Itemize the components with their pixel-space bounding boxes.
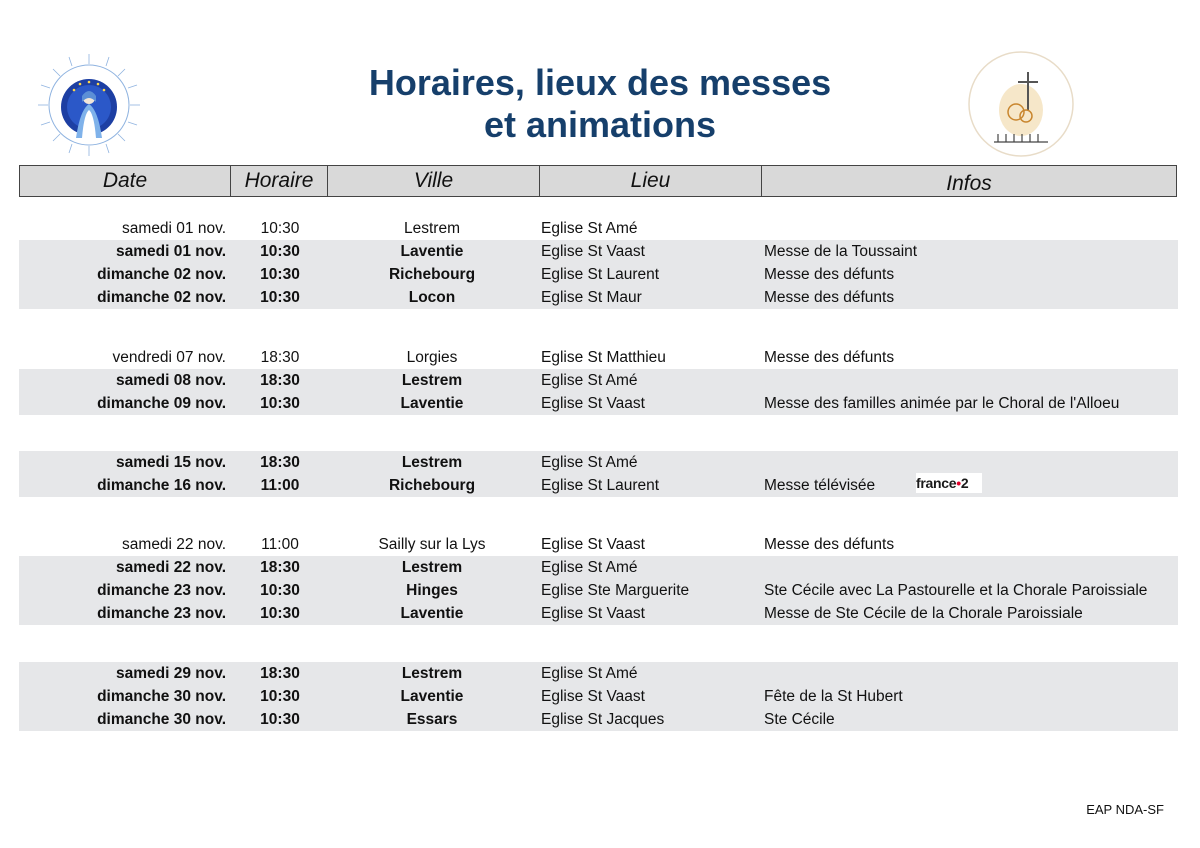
row-ville: Essars xyxy=(406,711,458,728)
table-row xyxy=(19,579,1178,602)
row-info: Fête de la St Hubert xyxy=(764,688,903,705)
row-ville: Lorgies xyxy=(406,349,458,366)
table-row xyxy=(19,533,1178,556)
row-ville: Richebourg xyxy=(388,266,476,283)
table-row xyxy=(19,662,1178,685)
row-date: samedi 15 nov. xyxy=(116,454,226,471)
row-date: samedi 22 nov. xyxy=(122,536,226,553)
row-date: dimanche 02 nov. xyxy=(97,289,226,306)
row-info: Ste Cécile avec La Pastourelle et la Chorale Paroissiale xyxy=(764,582,1148,599)
page-title xyxy=(300,62,900,146)
header-ville: Ville xyxy=(328,166,540,196)
table-row xyxy=(19,474,1178,497)
row-info: Messe des défunts xyxy=(764,536,895,553)
row-info xyxy=(764,217,1174,240)
row-ville: Lestrem xyxy=(401,454,463,471)
row-ville: Richebourg xyxy=(388,477,476,494)
row-date: dimanche 30 nov. xyxy=(97,711,226,728)
header-date: Date xyxy=(20,166,231,196)
row-ville: Hinges xyxy=(406,582,458,599)
row-info: Messe des défunts xyxy=(764,289,895,306)
row-lieu: Eglise St Vaast xyxy=(541,536,645,553)
table-row xyxy=(19,263,1178,286)
row-info: Messe des familles animée par le Choral de l'Alloeu xyxy=(764,395,1120,412)
row-time: 11:00 xyxy=(261,536,299,553)
row-ville: Sailly sur la Lys xyxy=(378,536,486,553)
row-ville: Laventie xyxy=(400,243,464,260)
row-info: Messe de Ste Cécile de la Chorale Paroissiale xyxy=(764,605,1083,622)
france2-logo-number: 2 xyxy=(960,475,969,491)
table-row xyxy=(19,286,1178,309)
row-ville: Lestrem xyxy=(401,665,463,682)
row-ville: Lestrem xyxy=(401,372,463,389)
row-date: samedi 01 nov. xyxy=(122,220,226,237)
row-time: 11:00 xyxy=(260,477,300,494)
table-row xyxy=(19,217,1178,240)
row-lieu: Eglise St Matthieu xyxy=(541,349,666,366)
row-info xyxy=(764,662,1174,685)
table-row xyxy=(19,556,1178,579)
row-lieu: Eglise St Vaast xyxy=(541,395,645,412)
table-row xyxy=(19,392,1178,415)
title-line-1: Horaires, lieux des messes xyxy=(368,62,832,103)
row-lieu: Eglise St Laurent xyxy=(541,266,660,283)
row-time: 18:30 xyxy=(260,665,300,682)
row-time: 10:30 xyxy=(260,711,300,728)
france2-logo-dot: • xyxy=(956,475,961,491)
row-date: dimanche 16 nov. xyxy=(97,477,226,494)
row-info: Messe des défunts xyxy=(764,349,895,366)
header-horaire: Horaire xyxy=(231,166,328,196)
row-info xyxy=(764,369,1174,392)
table-row xyxy=(19,240,1178,263)
row-time: 10:30 xyxy=(260,395,300,412)
row-ville: Laventie xyxy=(400,688,464,705)
row-time: 10:30 xyxy=(260,582,300,599)
france2-logo-name: france xyxy=(916,475,957,491)
table-row xyxy=(19,685,1178,708)
row-lieu: Eglise St Amé xyxy=(541,454,638,471)
footer-label: EAP NDA-SF xyxy=(1086,802,1164,817)
row-lieu: Eglise St Maur xyxy=(541,289,642,306)
row-lieu: Eglise St Amé xyxy=(541,220,638,237)
row-ville: Locon xyxy=(408,289,456,306)
table-row xyxy=(19,369,1178,392)
table-row xyxy=(19,451,1178,474)
row-date: dimanche 09 nov. xyxy=(97,395,226,412)
row-lieu: Eglise St Vaast xyxy=(541,243,645,260)
row-lieu: Eglise St Vaast xyxy=(541,688,645,705)
row-date: samedi 01 nov. xyxy=(116,243,226,260)
row-lieu: Eglise Ste Marguerite xyxy=(541,582,690,599)
row-date: dimanche 30 nov. xyxy=(97,688,226,705)
row-time: 18:30 xyxy=(260,454,300,471)
france2-logo xyxy=(916,473,982,493)
row-info xyxy=(764,556,1174,579)
row-time: 10:30 xyxy=(260,688,300,705)
row-lieu: Eglise St Amé xyxy=(541,559,638,576)
row-date: dimanche 23 nov. xyxy=(97,605,226,622)
row-lieu: Eglise St Laurent xyxy=(541,477,660,494)
header-lieu: Lieu xyxy=(540,166,762,196)
table-header xyxy=(19,165,1177,197)
row-info: Messe des défunts xyxy=(764,266,895,283)
row-lieu: Eglise St Amé xyxy=(541,665,638,682)
row-lieu: Eglise St Amé xyxy=(541,372,638,389)
row-ville: Lestrem xyxy=(404,220,460,237)
row-time: 10:30 xyxy=(260,289,300,306)
paroisse-sainte-famille-logo xyxy=(966,50,1076,158)
table-row xyxy=(19,602,1178,625)
row-date: dimanche 23 nov. xyxy=(97,582,226,599)
row-info: Ste Cécile xyxy=(764,711,835,728)
row-time: 10:30 xyxy=(260,243,300,260)
header-infos: Infos xyxy=(946,172,992,195)
row-ville: Laventie xyxy=(400,605,464,622)
row-time: 18:30 xyxy=(260,559,300,576)
row-time: 10:30 xyxy=(260,220,300,237)
row-time: 10:30 xyxy=(260,266,300,283)
table-row xyxy=(19,708,1178,731)
row-info xyxy=(764,451,1174,474)
row-date: samedi 08 nov. xyxy=(116,372,226,389)
row-ville: Lestrem xyxy=(401,559,463,576)
table-row xyxy=(19,346,1178,369)
row-date: dimanche 02 nov. xyxy=(97,266,226,283)
row-info: Messe de la Toussaint xyxy=(764,243,918,260)
row-date: samedi 22 nov. xyxy=(116,559,226,576)
row-date: vendredi 07 nov. xyxy=(112,349,226,366)
row-info: Messe télévisée xyxy=(764,477,876,494)
row-lieu: Eglise St Vaast xyxy=(541,605,645,622)
title-line-2: et animations xyxy=(483,104,717,145)
notre-dame-alliance-logo xyxy=(36,52,142,158)
row-time: 10:30 xyxy=(260,605,300,622)
row-ville: Laventie xyxy=(400,395,464,412)
row-time: 18:30 xyxy=(260,349,300,366)
row-time: 18:30 xyxy=(260,372,300,389)
row-lieu: Eglise St Jacques xyxy=(541,711,665,728)
row-date: samedi 29 nov. xyxy=(116,665,226,682)
